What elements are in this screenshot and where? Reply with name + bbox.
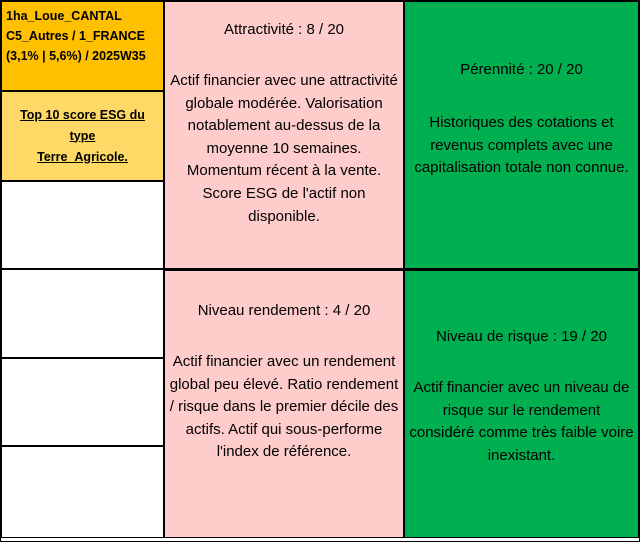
empty-cell: [1, 269, 164, 358]
empty-cell: [1, 446, 164, 538]
risque-title: Niveau de risque : 19 / 20: [436, 328, 607, 345]
attractivite-text: Actif financier avec une attractivité globale modérée. Valorisation notablement au-dessus de la moyenne 10 semaines. Momentum récent à la vente. Score ESG de l'actif non disponible.: [170, 72, 398, 225]
attractivite-cell: [164, 1, 404, 269]
top10-esg-link-cell[interactable]: [1, 91, 164, 181]
attractivite-title: Attractivité : 8 / 20: [223, 21, 345, 38]
perennite-title: Pérennité : 20 / 20: [460, 61, 583, 78]
asset-name: 1ha_Loue_CANTAL: [6, 9, 122, 23]
asset-header-cell: [1, 1, 164, 91]
empty-cell: [1, 181, 164, 269]
rendement-cell: [164, 269, 404, 538]
top10-esg-link-line2[interactable]: Terre_Agricole.: [37, 149, 128, 164]
risque-cell: [404, 269, 639, 538]
asset-category: C5_Autres / 1_FRANCE: [6, 29, 145, 43]
empty-cell: [1, 358, 164, 446]
top10-esg-link-line1[interactable]: Top 10 score ESG du type: [20, 107, 145, 143]
perennite-text: Historiques des cotations et revenus complets avec une capitalisation totale non connue.: [414, 114, 629, 177]
perennite-cell: [404, 1, 639, 269]
rendement-text: Actif financier avec un rendement global peu élevé. Ratio rendement / risque dans le premier décile des actifs. Actif qui sous-performe l'index de référence.: [169, 353, 399, 461]
rendement-title: Niveau rendement : 4 / 20: [197, 302, 371, 319]
asset-period: (3,1% | 5,6%) / 2025W35: [6, 49, 146, 63]
risque-text: Actif financier avec un niveau de risque sur le rendement considéré comme très faible voire inexistant.: [409, 379, 634, 464]
